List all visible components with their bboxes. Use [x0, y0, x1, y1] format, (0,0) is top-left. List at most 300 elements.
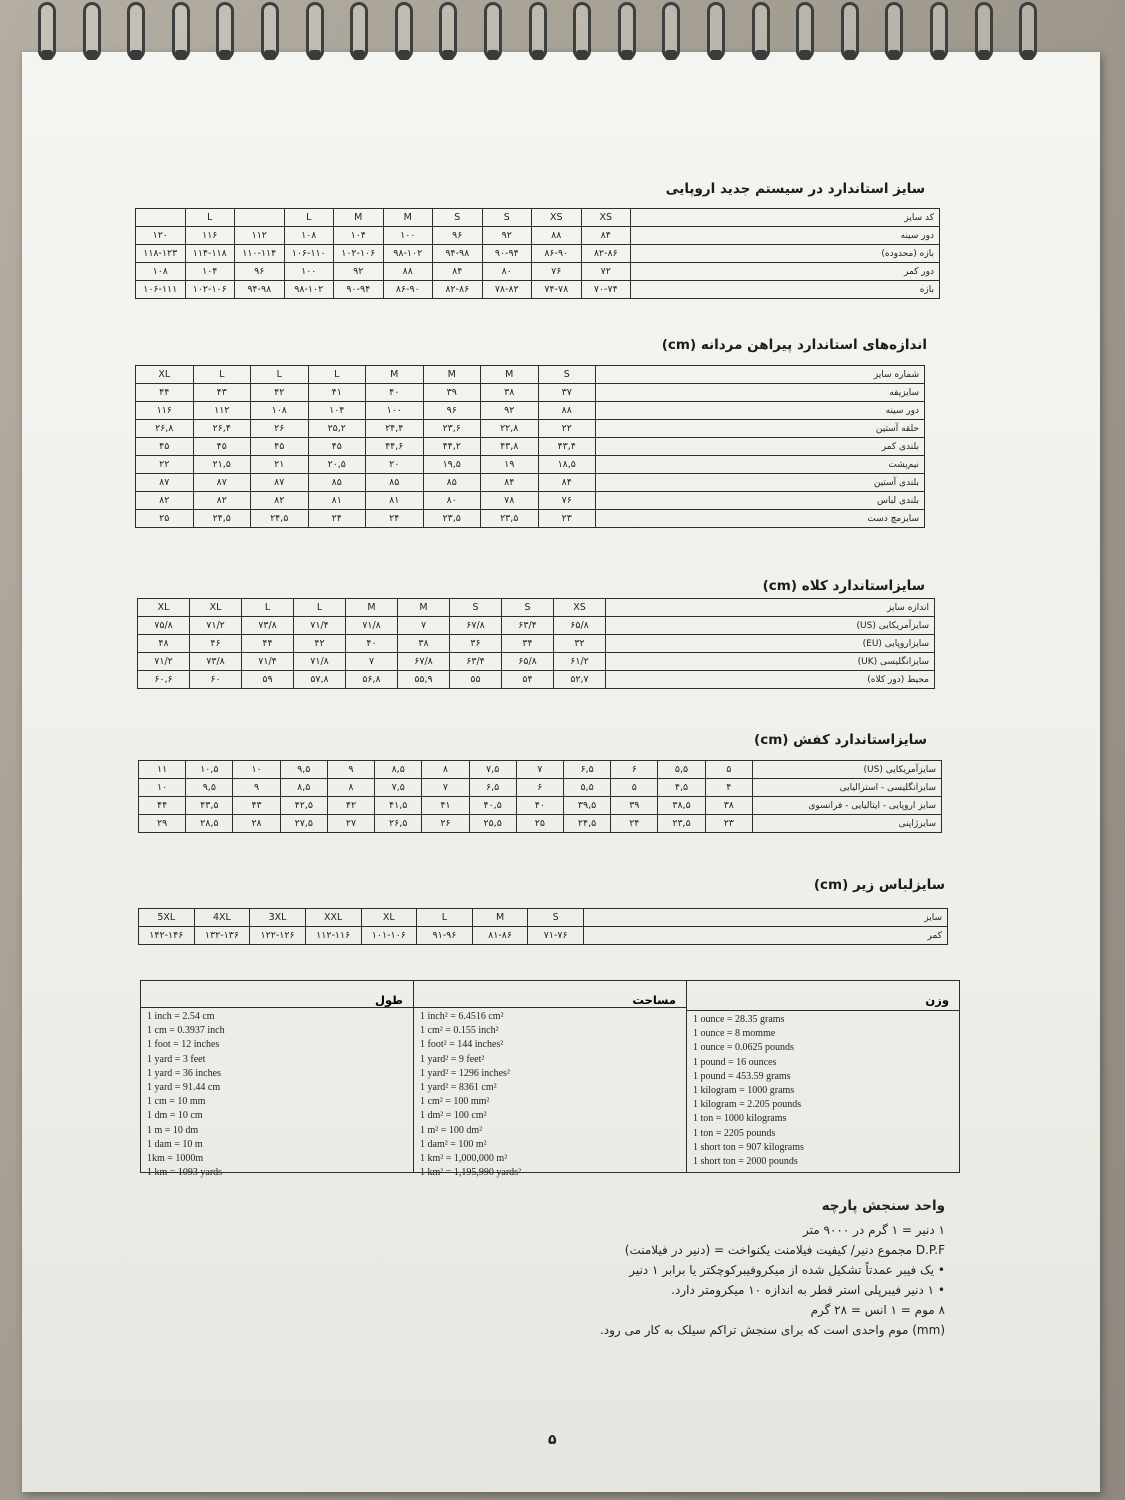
table-cell: ۳۷	[538, 384, 596, 402]
table-cell: ۹۶	[423, 402, 481, 420]
table-cell: ۲۳,۵	[423, 510, 481, 528]
table-cell: ۱۰۶-۱۱۰	[284, 245, 334, 263]
table-cell: ۱۰۸	[284, 227, 334, 245]
weight-header: وزن	[687, 981, 959, 1011]
table-cell: ۲۲	[538, 420, 596, 438]
table-cell: ۴۰	[366, 384, 424, 402]
row-label: کمر	[584, 927, 948, 945]
table-cell: ۲۴,۵	[193, 510, 251, 528]
table-cell: ۸,۵	[375, 761, 422, 779]
table-cell: ۹۴-۹۸	[235, 281, 285, 299]
row-label: سایزیقه	[596, 384, 925, 402]
table-cell: ۱۰	[233, 761, 280, 779]
table-cell: ۸۴	[433, 263, 483, 281]
table-cell: ۱۰۸	[136, 263, 186, 281]
table-cell: S	[538, 366, 596, 384]
row-label: بلندی کمر	[596, 438, 925, 456]
row-label: سایزژاپنی	[753, 815, 942, 833]
table-cell: ۵,۵	[658, 761, 705, 779]
table-cell: ۲۲,۸	[481, 420, 539, 438]
table-cell: ۶,۵	[563, 761, 610, 779]
binding-hole	[41, 50, 53, 60]
list-item: 1 yard = 36 inches	[147, 1067, 221, 1079]
list-item: 1 yard = 3 feet	[147, 1053, 206, 1065]
table-cell: ۸,۵	[280, 779, 327, 797]
weight-list	[687, 1011, 959, 1171]
table-row	[139, 797, 942, 815]
fabric-line: • یک فیبر عمدتاً تشکیل شده از میکروفیبرکوچکتر یا برابر ۱ دنیر	[629, 1263, 945, 1277]
table-cell: ۸۲-۸۶	[433, 281, 483, 299]
table-cell: ۲۱,۵	[193, 456, 251, 474]
table-row	[136, 209, 940, 227]
table-cell: ۲۴,۵	[251, 510, 309, 528]
table-cell: ۶۳/۴	[450, 653, 502, 671]
table-cell: XS	[554, 599, 606, 617]
list-item: 1 yard² = 9 feet²	[420, 1053, 485, 1065]
table-cell: ۲۷	[327, 815, 374, 833]
binding-hole	[353, 50, 365, 60]
table-cell: ۱۰۰	[383, 227, 433, 245]
table-cell: ۴۰,۵	[469, 797, 516, 815]
binding-hole	[130, 50, 142, 60]
row-label: شماره سایز	[596, 366, 925, 384]
table-cell: ۵۹	[242, 671, 294, 689]
table-cell: ۲۵,۲	[308, 420, 366, 438]
binding-hole	[755, 50, 767, 60]
table-cell: ۹۲	[481, 402, 539, 420]
table-row	[136, 384, 925, 402]
table-cell: ۱۰۲-۱۰۶	[185, 281, 235, 299]
table-cell: ۷۱-۷۶	[528, 927, 584, 945]
table-cell: S	[433, 209, 483, 227]
table-cell: ۷	[398, 617, 450, 635]
list-item: 1 ton = 2205 pounds	[693, 1127, 776, 1139]
row-label: سایزمچ دست	[596, 510, 925, 528]
table-cell: ۲۴,۴	[366, 420, 424, 438]
binding-hole	[710, 50, 722, 60]
row-label: سایزانگلیسی - استرالیایی	[753, 779, 942, 797]
length-list	[141, 1008, 413, 1182]
fabric-units-section	[600, 1196, 945, 1340]
table-cell: ۲۶,۸	[136, 420, 194, 438]
table-cell: ۲۶,۵	[375, 815, 422, 833]
list-item: 1 cm² = 100 mm²	[420, 1096, 490, 1108]
binding-hole	[621, 50, 633, 60]
table-cell: ۶۳/۴	[502, 617, 554, 635]
row-label: سایزاروپایی (EU)	[606, 635, 935, 653]
table-cell: ۹۰-۹۴	[482, 245, 532, 263]
table-cell: ۴	[705, 779, 752, 797]
table-cell: ۲۶	[422, 815, 469, 833]
table-cell: ۸۰	[423, 492, 481, 510]
area-list	[414, 1008, 686, 1182]
table-cell: ۱۰۴	[334, 227, 384, 245]
binding-hole	[576, 50, 588, 60]
table-cell: ۴۲	[327, 797, 374, 815]
table-cell: ۷۸	[481, 492, 539, 510]
table-cell: ۸۰	[482, 263, 532, 281]
table-cell: M	[366, 366, 424, 384]
table-cell: ۸۸	[538, 402, 596, 420]
table-cell: ۱۰۰	[366, 402, 424, 420]
table-cell: ۴۶	[190, 635, 242, 653]
table-cell: ۷	[422, 779, 469, 797]
table-cell: ۲۴	[308, 510, 366, 528]
table-cell: ۹۶	[433, 227, 483, 245]
area-column	[413, 981, 686, 1179]
table-cell: ۷۱/۸	[294, 653, 346, 671]
table-cell: ۲۷,۵	[280, 815, 327, 833]
table-cell: XS	[581, 209, 631, 227]
list-item: 1 km = 1093 yards	[147, 1167, 223, 1179]
table-cell: ۴۱	[308, 384, 366, 402]
list-item: 1 short ton = 2000 pounds	[693, 1156, 798, 1168]
table-cell: ۲۵,۵	[469, 815, 516, 833]
table-cell: ۸	[422, 761, 469, 779]
list-item: 1 km² = 1,000,000 m²	[420, 1153, 508, 1165]
table-cell: S	[528, 909, 584, 927]
table-cell: ۸۸	[532, 227, 582, 245]
table-cell: ۳۹	[611, 797, 658, 815]
table-cell: ۶۰	[190, 671, 242, 689]
table-cell: ۶۱/۲	[554, 653, 606, 671]
table-cell: ۲۳,۶	[423, 420, 481, 438]
list-item: 1 pound = 453.59 grams	[693, 1070, 791, 1082]
table-cell: ۲۶	[251, 420, 309, 438]
table-cell: ۳۸	[705, 797, 752, 815]
table-row	[139, 815, 942, 833]
table-cell: ۱۱۲-۱۱۶	[305, 927, 361, 945]
fabric-line: • ۱ دنیر فیبرپلی استر قطر به اندازه ۱۰ میکرومتر دارد.	[671, 1283, 945, 1297]
table-cell: ۸۸	[383, 263, 433, 281]
table-row	[136, 492, 925, 510]
row-label: نیم‌پشت	[596, 456, 925, 474]
table-cell: ۴۲	[294, 635, 346, 653]
table-cell: ۴۵	[251, 438, 309, 456]
table-cell: ۱۱۲	[193, 402, 251, 420]
table-cell: ۲۳	[705, 815, 752, 833]
table-cell: ۷۵/۸	[138, 617, 190, 635]
table-cell: L	[294, 599, 346, 617]
table-cell: ۸۵	[366, 474, 424, 492]
table-cell: XXL	[305, 909, 361, 927]
table-cell: ۸۱-۸۶	[472, 927, 528, 945]
list-item: 1 m² = 100 dm²	[420, 1124, 483, 1136]
table-cell: ۷,۵	[375, 779, 422, 797]
list-item: 1 foot = 12 inches	[147, 1039, 220, 1051]
table-cell: ۵	[705, 761, 752, 779]
table-cell: L	[251, 366, 309, 384]
table-cell: ۴۳,۵	[186, 797, 233, 815]
table-cell: ۴۱	[422, 797, 469, 815]
row-label: سایزانگلیسی (UK)	[606, 653, 935, 671]
table-cell: ۴۳	[233, 797, 280, 815]
list-item: 1 short ton = 907 kilograms	[693, 1141, 804, 1153]
table-cell: ۷۶	[532, 263, 582, 281]
table-cell: ۹۶	[235, 263, 285, 281]
table-row	[139, 779, 942, 797]
binding-hole	[1022, 50, 1034, 60]
table-cell: ۴۰	[346, 635, 398, 653]
list-item: 1 inch = 2.54 cm	[147, 1011, 215, 1022]
fabric-line: ۱ دنیر = ۱ گرم در ۹۰۰۰ متر	[803, 1223, 945, 1237]
table-cell: ۵۷,۸	[294, 671, 346, 689]
shirt-size-table	[135, 365, 925, 528]
table-cell: ۲۴	[366, 510, 424, 528]
table-cell: ۲۱	[251, 456, 309, 474]
list-item: 1 kilogram = 1000 grams	[693, 1085, 795, 1097]
table-cell: ۲۸	[233, 815, 280, 833]
table-cell: ۲۰,۵	[308, 456, 366, 474]
binding-hole	[487, 50, 499, 60]
table-row	[139, 909, 948, 927]
table-cell: XL	[190, 599, 242, 617]
binding-hole	[532, 50, 544, 60]
table-cell: ۱۰۸	[251, 402, 309, 420]
table-cell: ۲۳	[538, 510, 596, 528]
eu-size-table	[135, 208, 940, 299]
table-row	[139, 927, 948, 945]
table-cell: ۲۶,۴	[193, 420, 251, 438]
table-cell: ۱۱۲	[235, 227, 285, 245]
binding-hole	[799, 50, 811, 60]
table-cell: ۴۴	[139, 797, 186, 815]
table-cell: ۱۲۰	[136, 227, 186, 245]
binding-hole	[978, 50, 990, 60]
table-cell: M	[383, 209, 433, 227]
row-label: بلندی لباس	[596, 492, 925, 510]
list-item: 1 pound = 16 ounces	[693, 1056, 777, 1068]
table-cell: ۱۴۲-۱۴۶	[139, 927, 195, 945]
table-cell: ۵,۵	[563, 779, 610, 797]
table-cell: ۸۴	[481, 474, 539, 492]
table-cell: ۳۹,۵	[563, 797, 610, 815]
table-cell: L	[193, 366, 251, 384]
table-cell: M	[346, 599, 398, 617]
list-item: 1 dam² = 100 m²	[420, 1138, 487, 1150]
table-cell: ۸۲	[136, 492, 194, 510]
table-cell: ۸۷	[136, 474, 194, 492]
table-cell: ۶۵/۸	[554, 617, 606, 635]
table-cell: ۳۶	[450, 635, 502, 653]
table-cell: XL	[361, 909, 417, 927]
table-cell: ۲۳,۵	[658, 815, 705, 833]
table-cell: ۷۱/۲	[190, 617, 242, 635]
table-cell: ۱۱۶	[136, 402, 194, 420]
list-item: 1 inch² = 6.4516 cm²	[420, 1011, 504, 1022]
fabric-line: D.P.F مجموع دنیر/ کیفیت فیلامنت یکنواخت = (دنیر در فیلامنت)	[624, 1243, 945, 1257]
table-row	[136, 263, 940, 281]
underwear-size-heading: سایزلباس زیر (cm)	[813, 877, 945, 893]
table-cell: ۸۷	[193, 474, 251, 492]
table-cell	[235, 209, 285, 227]
table-cell: ۲۲	[136, 456, 194, 474]
table-cell: ۴۲,۵	[280, 797, 327, 815]
underwear-size-table	[138, 908, 948, 945]
binding-hole	[888, 50, 900, 60]
table-cell: ۸۷	[251, 474, 309, 492]
table-cell: ۸	[327, 779, 374, 797]
table-row	[139, 761, 942, 779]
row-label: سایزآمریکایی (US)	[606, 617, 935, 635]
table-cell: ۵	[611, 779, 658, 797]
table-cell: ۹	[327, 761, 374, 779]
table-cell: ۴۰	[516, 797, 563, 815]
table-cell: ۴۴,۶	[366, 438, 424, 456]
fabric-units-title: واحد سنجش پارچه	[821, 1198, 945, 1214]
table-cell: ۸۶-۹۰	[532, 245, 582, 263]
table-cell: ۱۱۴-۱۱۸	[185, 245, 235, 263]
row-label: دور سینه	[631, 227, 940, 245]
table-cell: ۶	[516, 779, 563, 797]
table-cell: ۴۱,۵	[375, 797, 422, 815]
row-label: دور سینه	[596, 402, 925, 420]
table-cell: ۳۴	[502, 635, 554, 653]
table-cell: 4XL	[194, 909, 250, 927]
table-cell: ۴۳	[193, 384, 251, 402]
table-row	[136, 510, 925, 528]
table-cell: XS	[532, 209, 582, 227]
binding-hole	[398, 50, 410, 60]
table-cell: ۱۰۱-۱۰۶	[361, 927, 417, 945]
table-cell: ۸۵	[423, 474, 481, 492]
table-row	[136, 366, 925, 384]
table-cell: ۱۸,۵	[538, 456, 596, 474]
table-cell: ۱۹	[481, 456, 539, 474]
table-cell: ۴۵	[193, 438, 251, 456]
table-cell: 3XL	[250, 909, 306, 927]
table-row	[136, 281, 940, 299]
table-cell: ۷۳/۸	[242, 617, 294, 635]
row-label: کد سایز	[631, 209, 940, 227]
table-cell: ۸۱	[366, 492, 424, 510]
table-cell: ۴۵	[308, 438, 366, 456]
table-cell: L	[417, 909, 473, 927]
table-cell: ۱۳۲-۱۳۶	[194, 927, 250, 945]
list-item: 1 ounce = 0.0625 pounds	[693, 1042, 794, 1054]
binding-hole	[175, 50, 187, 60]
table-row	[136, 456, 925, 474]
table-cell: ۷۱/۴	[294, 617, 346, 635]
table-cell: S	[450, 599, 502, 617]
table-row	[138, 599, 935, 617]
table-cell: L	[242, 599, 294, 617]
binding-hole	[264, 50, 276, 60]
list-item: 1km = 1000m	[147, 1153, 204, 1165]
binding-hole	[844, 50, 856, 60]
fabric-line: (mm) موم واحدی است که برای سنجش تراکم سیلک به کار می رود.	[599, 1323, 945, 1337]
row-label: اندازه سایز	[606, 599, 935, 617]
table-cell: ۷۳/۸	[190, 653, 242, 671]
table-cell: ۴۵	[136, 438, 194, 456]
list-item: 1 dam = 10 m	[147, 1138, 203, 1150]
list-item: 1 kilogram = 2.205 pounds	[693, 1099, 802, 1111]
table-cell: ۸۱	[308, 492, 366, 510]
table-cell: ۱۰۴	[308, 402, 366, 420]
table-cell: ۱۰۴	[185, 263, 235, 281]
table-cell: ۶۵/۸	[502, 653, 554, 671]
table-cell: ۸۴	[538, 474, 596, 492]
table-cell: ۸۲-۸۶	[581, 245, 631, 263]
table-cell: ۲۵	[516, 815, 563, 833]
table-cell: ۷۴-۷۸	[532, 281, 582, 299]
row-label: دور کمر	[631, 263, 940, 281]
table-cell: ۶۰,۶	[138, 671, 190, 689]
table-row	[136, 420, 925, 438]
table-cell: ۸۵	[308, 474, 366, 492]
shoe-size-heading: سایزاستاندارد کفش (cm)	[754, 732, 927, 748]
table-cell: XL	[138, 599, 190, 617]
table-cell: ۵۴	[502, 671, 554, 689]
table-cell: ۹,۵	[280, 761, 327, 779]
table-cell: ۲۹	[139, 815, 186, 833]
table-cell: ۸۲	[193, 492, 251, 510]
table-cell: ۴۲	[251, 384, 309, 402]
table-cell: S	[502, 599, 554, 617]
table-cell: ۴۴	[136, 384, 194, 402]
table-cell: ۲۸,۵	[186, 815, 233, 833]
table-cell: ۷۰-۷۴	[581, 281, 631, 299]
table-cell: ۴,۵	[658, 779, 705, 797]
table-cell: ۲۰	[366, 456, 424, 474]
table-cell: ۷۱/۴	[242, 653, 294, 671]
table-cell: ۴۴,۲	[423, 438, 481, 456]
table-cell: ۱۱۶	[185, 227, 235, 245]
table-cell: M	[398, 599, 450, 617]
list-item: 1 yard = 91.44 cm	[147, 1082, 221, 1094]
table-cell: ۶۷/۸	[398, 653, 450, 671]
table-cell: ۱۹,۵	[423, 456, 481, 474]
table-cell: ۵۵	[450, 671, 502, 689]
table-cell	[136, 209, 186, 227]
table-cell: ۷۲	[581, 263, 631, 281]
table-cell: ۷	[346, 653, 398, 671]
binding-hole	[933, 50, 945, 60]
table-cell: ۳۸,۵	[658, 797, 705, 815]
list-item: 1 cm = 10 mm	[147, 1096, 206, 1108]
table-cell: ۱۲۲-۱۲۶	[250, 927, 306, 945]
table-row	[136, 402, 925, 420]
table-cell: ۱۰,۵	[186, 761, 233, 779]
page-number: ۵	[548, 1432, 557, 1448]
row-label: بازه	[631, 281, 940, 299]
table-cell: ۳۲	[554, 635, 606, 653]
spiral-binding	[38, 0, 1108, 68]
binding-hole	[219, 50, 231, 60]
list-item: 1 foot² = 144 inches²	[420, 1039, 504, 1051]
table-cell: ۴۴	[242, 635, 294, 653]
table-cell: ۱۰	[139, 779, 186, 797]
table-row	[136, 227, 940, 245]
area-header: مساحت	[414, 981, 686, 1008]
table-cell: ۹۰-۹۴	[334, 281, 384, 299]
table-cell: L	[284, 209, 334, 227]
table-cell: ۵۲,۷	[554, 671, 606, 689]
list-item: 1 ounce = 28.35 grams	[693, 1014, 785, 1025]
hat-size-heading: سایزاستاندارد کلاه (cm)	[762, 578, 925, 594]
shoe-size-table	[138, 760, 942, 833]
table-cell: ۵۶,۸	[346, 671, 398, 689]
table-cell: L	[185, 209, 235, 227]
binding-hole	[665, 50, 677, 60]
list-item: 1 yard² = 8361 cm²	[420, 1082, 497, 1094]
table-cell: ۱۰۲-۱۰۶	[334, 245, 384, 263]
table-cell: ۹,۵	[186, 779, 233, 797]
table-cell: ۲۵	[136, 510, 194, 528]
table-cell: ۲۳,۵	[481, 510, 539, 528]
list-item: 1 m = 10 dm	[147, 1124, 199, 1136]
binding-hole	[309, 50, 321, 60]
